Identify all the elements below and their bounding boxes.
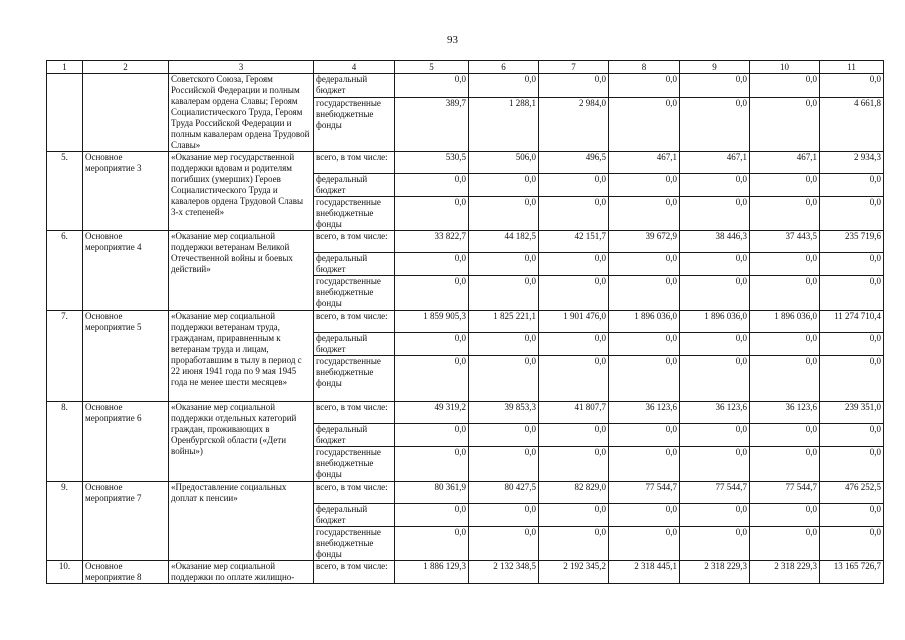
amount-cell: 41 807,7 xyxy=(539,402,609,424)
funding-source-label: федеральный бюджет xyxy=(314,174,395,197)
amount-cell: 0,0 xyxy=(680,527,750,561)
column-header-5: 5 xyxy=(395,61,469,74)
row-number-cell xyxy=(47,74,83,152)
amount-cell: 0,0 xyxy=(539,74,609,98)
amount-cell: 0,0 xyxy=(469,74,539,98)
header-row xyxy=(47,61,884,74)
amount-cell: 0,0 xyxy=(395,333,469,356)
amount-cell: 0,0 xyxy=(680,424,750,447)
amount-cell: 0,0 xyxy=(395,174,469,197)
column-header-2: 2 xyxy=(83,61,169,74)
amount-cell: 0,0 xyxy=(539,447,609,482)
row-number: 8. xyxy=(47,402,83,482)
amount-cell: 0,0 xyxy=(680,276,750,311)
amount-cell: 0,0 xyxy=(609,276,680,311)
amount-cell: 0,0 xyxy=(609,197,680,231)
amount-cell: 0,0 xyxy=(539,504,609,527)
measure-description: «Оказание мер социальной поддержки ветеранам труда, гражданам, приравненным к ветеранам труда и лицам, проработавшим в тылу в период с 22 июня 1941 года по 9 мая 1945 года не менее шести месяцев» xyxy=(169,311,314,402)
amount-cell: 0,0 xyxy=(680,504,750,527)
amount-cell: 0,0 xyxy=(395,197,469,231)
funding-source-label: федеральный бюджет xyxy=(314,333,395,356)
amount-cell: 0,0 xyxy=(469,504,539,527)
table-row xyxy=(47,482,884,504)
measure-name: Основное мероприятие 5 xyxy=(83,311,169,402)
row-number: 6. xyxy=(47,231,83,311)
row-number: 5. xyxy=(47,152,83,231)
measure-name: Основное мероприятие 4 xyxy=(83,231,169,311)
amount-cell: 0,0 xyxy=(820,333,884,356)
amount-cell: 0,0 xyxy=(539,424,609,447)
amount-cell: 0,0 xyxy=(609,504,680,527)
amount-cell: 0,0 xyxy=(750,276,820,311)
amount-cell: 0,0 xyxy=(750,447,820,482)
amount-cell: 0,0 xyxy=(680,197,750,231)
amount-cell: 0,0 xyxy=(820,356,884,402)
amount-cell: 0,0 xyxy=(750,424,820,447)
amount-cell: 37 443,5 xyxy=(750,231,820,253)
amount-cell: 239 351,0 xyxy=(820,402,884,424)
table-row xyxy=(47,402,884,424)
amount-cell: 0,0 xyxy=(680,253,750,276)
amount-cell: 4 661,8 xyxy=(820,97,884,151)
measure-name: Основное мероприятие 3 xyxy=(83,152,169,231)
amount-cell: 1 901 476,0 xyxy=(539,311,609,333)
amount-cell: 80 427,5 xyxy=(469,482,539,504)
amount-cell: 0,0 xyxy=(539,356,609,402)
amount-cell: 0,0 xyxy=(820,74,884,98)
amount-cell: 39 672,9 xyxy=(609,231,680,253)
funding-source-label: федеральный бюджет xyxy=(314,253,395,276)
amount-cell: 0,0 xyxy=(395,447,469,482)
column-header-3: 3 xyxy=(169,61,314,74)
column-header-7: 7 xyxy=(539,61,609,74)
amount-cell: 506,0 xyxy=(469,152,539,174)
amount-cell: 0,0 xyxy=(750,74,820,98)
measure-description: Советского Союза, Героям Российской Федерации и полным кавалерам ордена Славы; Героям Социалистического Труда, Героям Труда Российской Федерации и полным кавалерам ордена Трудовой Славы» xyxy=(169,74,314,152)
column-header-1: 1 xyxy=(47,61,83,74)
amount-cell: 0,0 xyxy=(469,253,539,276)
amount-cell: 0,0 xyxy=(680,74,750,98)
amount-cell: 11 274 710,4 xyxy=(820,311,884,333)
amount-cell: 2 192 345,2 xyxy=(539,561,609,584)
amount-cell: 1 825 221,1 xyxy=(469,311,539,333)
amount-cell: 0,0 xyxy=(680,356,750,402)
funding-source-label: государственные внебюджетные фонды xyxy=(314,356,395,402)
row-number: 7. xyxy=(47,311,83,402)
funding-source-label: государственные внебюджетные фонды xyxy=(314,527,395,561)
amount-cell: 0,0 xyxy=(680,333,750,356)
amount-cell: 2 318 445,1 xyxy=(609,561,680,584)
amount-cell: 42 151,7 xyxy=(539,231,609,253)
measure-name: Основное мероприятие 8 xyxy=(83,561,169,584)
amount-cell: 467,1 xyxy=(750,152,820,174)
amount-cell: 0,0 xyxy=(820,174,884,197)
amount-cell: 33 822,7 xyxy=(395,231,469,253)
amount-cell: 0,0 xyxy=(750,197,820,231)
table-body xyxy=(47,61,884,584)
table-row xyxy=(47,561,884,584)
amount-cell: 1 896 036,0 xyxy=(750,311,820,333)
amount-cell: 0,0 xyxy=(395,276,469,311)
amount-cell: 49 319,2 xyxy=(395,402,469,424)
amount-cell: 2 934,3 xyxy=(820,152,884,174)
amount-cell: 1 896 036,0 xyxy=(680,311,750,333)
measure-name-cell xyxy=(83,74,169,152)
amount-cell: 82 829,0 xyxy=(539,482,609,504)
amount-cell: 77 544,7 xyxy=(680,482,750,504)
table-row xyxy=(47,74,884,98)
budget-table xyxy=(46,60,884,584)
amount-cell: 0,0 xyxy=(750,97,820,151)
column-header-6: 6 xyxy=(469,61,539,74)
amount-cell: 1 896 036,0 xyxy=(609,311,680,333)
amount-cell: 389,7 xyxy=(395,97,469,151)
amount-cell: 0,0 xyxy=(750,504,820,527)
amount-cell: 0,0 xyxy=(609,174,680,197)
amount-cell: 0,0 xyxy=(680,447,750,482)
amount-cell: 0,0 xyxy=(395,356,469,402)
amount-cell: 13 165 726,7 xyxy=(820,561,884,584)
column-header-4: 4 xyxy=(314,61,395,74)
amount-cell: 0,0 xyxy=(539,333,609,356)
amount-cell: 0,0 xyxy=(820,527,884,561)
amount-cell: 1 288,1 xyxy=(469,97,539,151)
amount-cell: 0,0 xyxy=(609,527,680,561)
column-header-9: 9 xyxy=(680,61,750,74)
amount-cell: 0,0 xyxy=(539,174,609,197)
amount-cell: 0,0 xyxy=(395,424,469,447)
amount-cell: 2 318 229,3 xyxy=(680,561,750,584)
amount-cell: 0,0 xyxy=(820,447,884,482)
funding-source-label: всего, в том числе: xyxy=(314,402,395,424)
amount-cell: 0,0 xyxy=(469,424,539,447)
amount-cell: 0,0 xyxy=(609,356,680,402)
amount-cell: 0,0 xyxy=(395,504,469,527)
amount-cell: 0,0 xyxy=(395,527,469,561)
table-row xyxy=(47,152,884,174)
measure-name: Основное мероприятие 6 xyxy=(83,402,169,482)
amount-cell: 0,0 xyxy=(750,527,820,561)
amount-cell: 0,0 xyxy=(609,253,680,276)
amount-cell: 36 123,6 xyxy=(609,402,680,424)
table-row xyxy=(47,231,884,253)
column-header-10: 10 xyxy=(750,61,820,74)
amount-cell: 36 123,6 xyxy=(680,402,750,424)
funding-source-label: федеральный бюджет xyxy=(314,504,395,527)
funding-source-label: государственные внебюджетные фонды xyxy=(314,447,395,482)
funding-source-label: всего, в том числе: xyxy=(314,561,395,584)
amount-cell: 0,0 xyxy=(469,356,539,402)
amount-cell: 0,0 xyxy=(750,253,820,276)
amount-cell: 0,0 xyxy=(469,333,539,356)
amount-cell: 0,0 xyxy=(395,253,469,276)
funding-source-label: всего, в том числе: xyxy=(314,311,395,333)
measure-description: «Оказание мер социальной поддержки по оплате жилищно- xyxy=(169,561,314,584)
amount-cell: 77 544,7 xyxy=(750,482,820,504)
amount-cell: 0,0 xyxy=(820,253,884,276)
amount-cell: 0,0 xyxy=(469,197,539,231)
amount-cell: 1 886 129,3 xyxy=(395,561,469,584)
amount-cell: 2 132 348,5 xyxy=(469,561,539,584)
column-header-8: 8 xyxy=(609,61,680,74)
measure-description: «Предоставление социальных доплат к пенсии» xyxy=(169,482,314,561)
amount-cell: 0,0 xyxy=(680,174,750,197)
amount-cell: 77 544,7 xyxy=(609,482,680,504)
amount-cell: 530,5 xyxy=(395,152,469,174)
column-header-11: 11 xyxy=(820,61,884,74)
amount-cell: 1 859 905,3 xyxy=(395,311,469,333)
amount-cell: 0,0 xyxy=(395,74,469,98)
amount-cell: 39 853,3 xyxy=(469,402,539,424)
amount-cell: 36 123,6 xyxy=(750,402,820,424)
amount-cell: 0,0 xyxy=(609,97,680,151)
amount-cell: 0,0 xyxy=(469,174,539,197)
measure-description: «Оказание мер социальной поддержки ветеранам Великой Отечественной войны и боевых действий» xyxy=(169,231,314,311)
funding-source-label: государственные внебюджетные фонды xyxy=(314,276,395,311)
measure-name: Основное мероприятие 7 xyxy=(83,482,169,561)
funding-source-label: федеральный бюджет xyxy=(314,74,395,98)
amount-cell: 0,0 xyxy=(820,197,884,231)
amount-cell: 0,0 xyxy=(750,356,820,402)
amount-cell: 467,1 xyxy=(609,152,680,174)
amount-cell: 476 252,5 xyxy=(820,482,884,504)
amount-cell: 0,0 xyxy=(609,74,680,98)
amount-cell: 0,0 xyxy=(469,447,539,482)
amount-cell: 0,0 xyxy=(680,97,750,151)
amount-cell: 0,0 xyxy=(539,276,609,311)
amount-cell: 44 182,5 xyxy=(469,231,539,253)
amount-cell: 0,0 xyxy=(539,197,609,231)
amount-cell: 38 446,3 xyxy=(680,231,750,253)
funding-source-label: всего, в том числе: xyxy=(314,152,395,174)
amount-cell: 2 318 229,3 xyxy=(750,561,820,584)
amount-cell: 0,0 xyxy=(469,527,539,561)
amount-cell: 0,0 xyxy=(539,527,609,561)
amount-cell: 0,0 xyxy=(820,504,884,527)
measure-description: «Оказание мер государственной поддержки вдовам и родителям погибших (умерших) Героев Социалистического Труда и кавалеров ордена Трудовой Славы 3-х степеней» xyxy=(169,152,314,231)
amount-cell: 0,0 xyxy=(469,276,539,311)
funding-source-label: всего, в том числе: xyxy=(314,482,395,504)
row-number: 9. xyxy=(47,482,83,561)
amount-cell: 0,0 xyxy=(750,174,820,197)
amount-cell: 467,1 xyxy=(680,152,750,174)
amount-cell: 0,0 xyxy=(820,424,884,447)
amount-cell: 0,0 xyxy=(539,253,609,276)
amount-cell: 2 984,0 xyxy=(539,97,609,151)
page-number: 93 xyxy=(447,34,458,46)
amount-cell: 496,5 xyxy=(539,152,609,174)
amount-cell: 0,0 xyxy=(820,276,884,311)
row-number: 10. xyxy=(47,561,83,584)
amount-cell: 0,0 xyxy=(609,333,680,356)
funding-source-label: государственные внебюджетные фонды xyxy=(314,97,395,151)
amount-cell: 0,0 xyxy=(750,333,820,356)
amount-cell: 235 719,6 xyxy=(820,231,884,253)
measure-description: «Оказание мер социальной поддержки отдельных категорий граждан, проживающих в Оренбургской области («Дети войны») xyxy=(169,402,314,482)
table-row xyxy=(47,311,884,333)
amount-cell: 0,0 xyxy=(609,447,680,482)
amount-cell: 0,0 xyxy=(609,424,680,447)
funding-source-label: федеральный бюджет xyxy=(314,424,395,447)
funding-source-label: всего, в том числе: xyxy=(314,231,395,253)
funding-source-label: государственные внебюджетные фонды xyxy=(314,197,395,231)
amount-cell: 80 361,9 xyxy=(395,482,469,504)
